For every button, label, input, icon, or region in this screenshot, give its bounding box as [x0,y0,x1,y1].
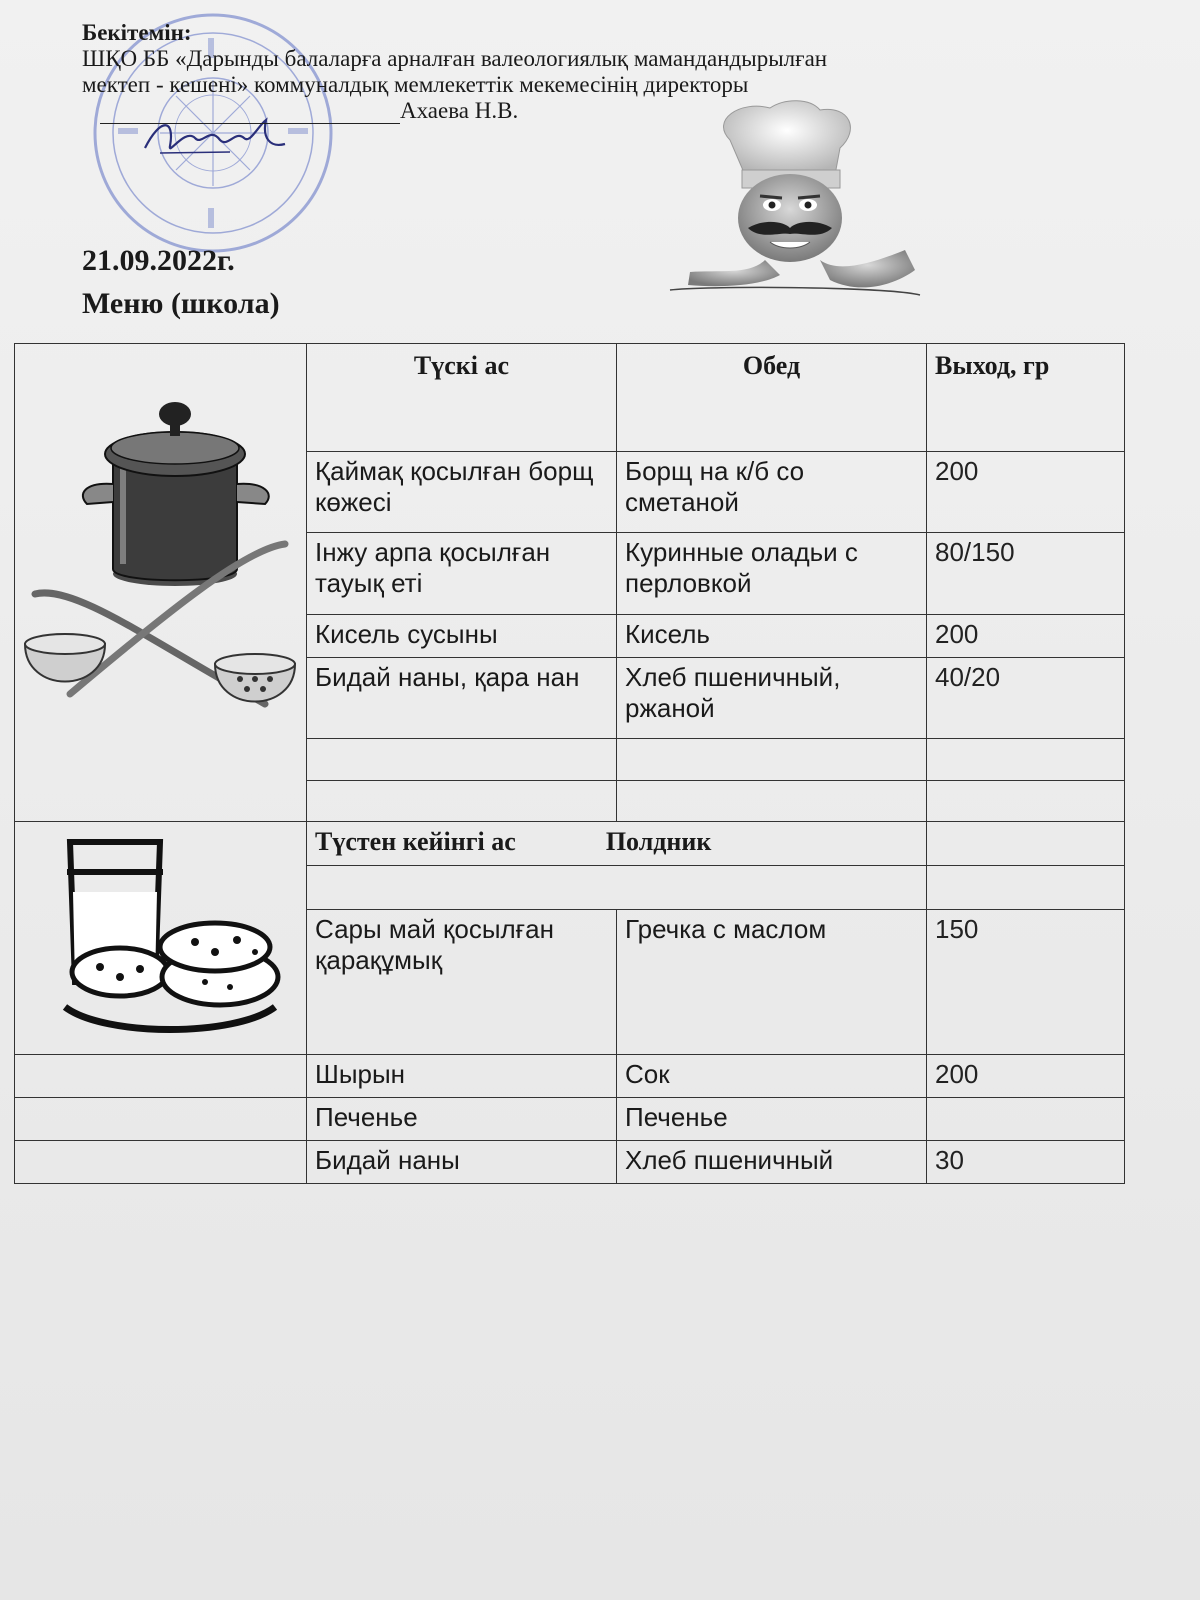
snack-illustration [15,822,305,1047]
snack-image-cell [15,822,307,1055]
snack-header-row [15,822,1125,866]
dish-ru: Печенье [617,1098,927,1141]
signature-line [100,103,400,124]
table-row [15,1141,1125,1184]
lunch-header-row [15,344,1125,452]
lunch-image-cell [15,344,307,822]
dish-ru: Борщ на к/б со сметаной [617,451,927,533]
dish-kz: Бидай наны [307,1141,617,1184]
dish-ru: Сок [617,1055,927,1098]
dish-ru: Куринные оладьи с перловкой [617,533,927,615]
dish-ru: Кисель [617,614,927,657]
dish-kz: Кисель сусыны [307,614,617,657]
menu-table [14,343,1125,1184]
dish-kz: Шырын [307,1055,617,1098]
col-header-ru: Обед [617,344,927,452]
dish-ru: Хлеб пшеничный [617,1141,927,1184]
dish-kz: Інжу арпа қосылған тауық еті [307,533,617,615]
menu-title: Меню (школа) [82,287,280,320]
dish-yield: 80/150 [927,533,1125,615]
institution-line-1: ШҚО ББ «Дарынды балаларға арналған валеологиялық мамандандырылған [82,46,828,71]
chef-illustration [660,100,940,320]
dish-kz: Печенье [307,1098,617,1141]
dish-ru: Хлеб пшеничный, ржаной [617,657,927,739]
dish-ru: Гречка с маслом [617,910,927,1055]
dish-yield: 30 [927,1141,1125,1184]
dish-yield: 200 [927,1055,1125,1098]
menu-date: 21.09.2022г. [82,244,235,277]
dish-kz: Бидай наны, қара нан [307,657,617,739]
col-header-yield: Выход, гр [927,344,1125,452]
dish-yield: 150 [927,910,1125,1055]
col-header-kz: Түскі ас [307,344,617,452]
snack-header-ru: Полдник [605,827,712,856]
dish-kz: Қаймақ қосылған борщ көжесі [307,451,617,533]
director-name: Ахаева Н.В. [400,98,519,123]
table-row [15,1055,1125,1098]
approve-label: Бекітемін: [82,20,192,45]
dish-yield: 200 [927,451,1125,533]
institution-line-2: мектеп - кешені» коммуналдық мемлекеттік мекемесінің директоры [82,72,749,97]
snack-header-kz: Түстен кейінгі ас [315,827,516,856]
snack-header [307,822,927,866]
dish-kz: Сары май қосылған қарақұмық [307,910,617,1055]
table-row [15,1098,1125,1141]
lunch-illustration [15,344,305,814]
dish-yield: 200 [927,614,1125,657]
dish-yield [927,1098,1125,1141]
dish-yield: 40/20 [927,657,1125,739]
